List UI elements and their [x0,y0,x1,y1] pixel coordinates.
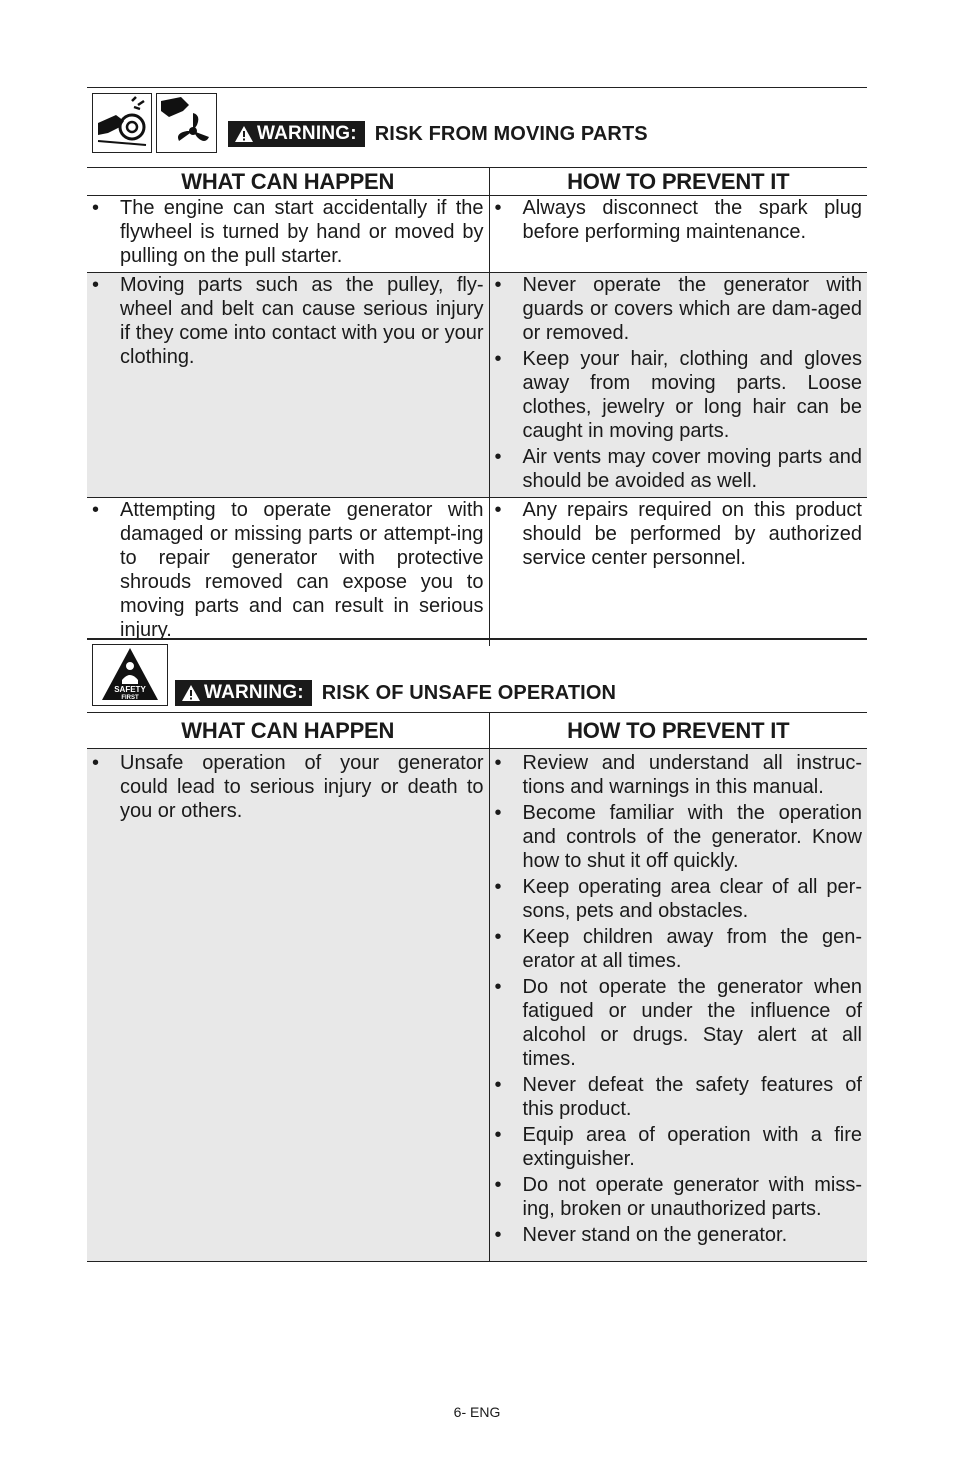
warning-label: WARNING: [204,682,304,703]
list-item: • Never stand on the generator. [494,1224,788,1246]
first-icon-text: FIRST [121,695,139,701]
list-item: • Do not operate the generator when fatigued or under the influence of alcohol or drugs. Stay alert at all times. [494,976,862,1070]
list-item: • The engine can start accidentally if the flywheel is turned by hand or moved by pulling on the pull starter. [92,197,484,267]
unsafe-operation-section [87,638,867,1262]
list-item: • Never defeat the safety features of this product. [494,1074,862,1120]
list-item: • Do not operate generator with miss-ing, broken or unauthorized parts. [494,1174,862,1220]
risk-table [87,712,867,1262]
list-item: • Review and understand all instruc-tions and warnings in this manual. [494,752,862,798]
warning-badge [175,680,312,706]
list-item: • Become familiar with the operation and controls of the generator. Know how to shut it off quickly. [494,802,862,872]
list-item: • Unsafe operation of your generator could lead to serious injury or death to you or others. [92,752,484,822]
list-item: • Always disconnect the spark plug before performing maintenance. [494,197,862,243]
risk-table [87,167,867,646]
table-row [87,196,867,273]
column-header-what-can-happen: WHAT CAN HAPPEN [87,713,489,749]
safety-icon-text: SAFETY [114,685,146,694]
list-item: • Air vents may cover moving parts and should be avoided as well. [494,446,862,492]
table-row [87,273,867,498]
list-item: • Never operate the generator with guards or covers which are dam-aged or removed. [494,274,862,344]
list-item: • Keep children away from the gen-erator at all times. [494,926,862,972]
list-item: • Any repairs required on this product should be performed by authorized service center personnel. [494,499,862,569]
list-item: • Keep your hair, clothing and gloves away from moving parts. Loose clothes, jewelry or long hair can be caught in moving parts. [494,348,862,442]
warning-title: RISK FROM MOVING PARTS [374,122,648,145]
column-header-how-to-prevent: HOW TO PREVENT IT [489,713,867,749]
list-item: • Moving parts such as the pulley, fly-wheel and belt can cause serious injury if they come into contact with you or your clothing. [92,274,484,368]
page-number: 6- ENG [453,1404,501,1420]
warning-banner [175,680,616,706]
safety-first-icon [92,644,168,706]
column-header-how-to-prevent: HOW TO PREVENT IT [489,168,867,196]
list-item: • Equip area of operation with a fire extinguisher. [494,1124,862,1170]
moving-parts-hand-icon [92,93,152,153]
table-row [87,498,867,647]
list-item: • Attempting to operate generator with damaged or missing parts or attempt-ing to repair generator with protective shrouds removed can expose you to moving parts and can result in serious injury. [92,499,484,641]
fan-blade-hand-icon [156,93,217,153]
warning-banner [228,121,648,147]
moving-parts-section [87,87,867,639]
warning-triangle-icon [181,684,201,702]
warning-title: RISK OF UNSAFE OPERATION [321,681,617,704]
column-header-what-can-happen: WHAT CAN HAPPEN [87,168,489,196]
warning-badge [228,121,365,147]
warning-label: WARNING: [257,123,357,144]
list-item: • Keep operating area clear of all per-sons, pets and obstacles. [494,876,862,922]
table-row [87,749,867,1262]
warning-triangle-icon [234,125,254,143]
